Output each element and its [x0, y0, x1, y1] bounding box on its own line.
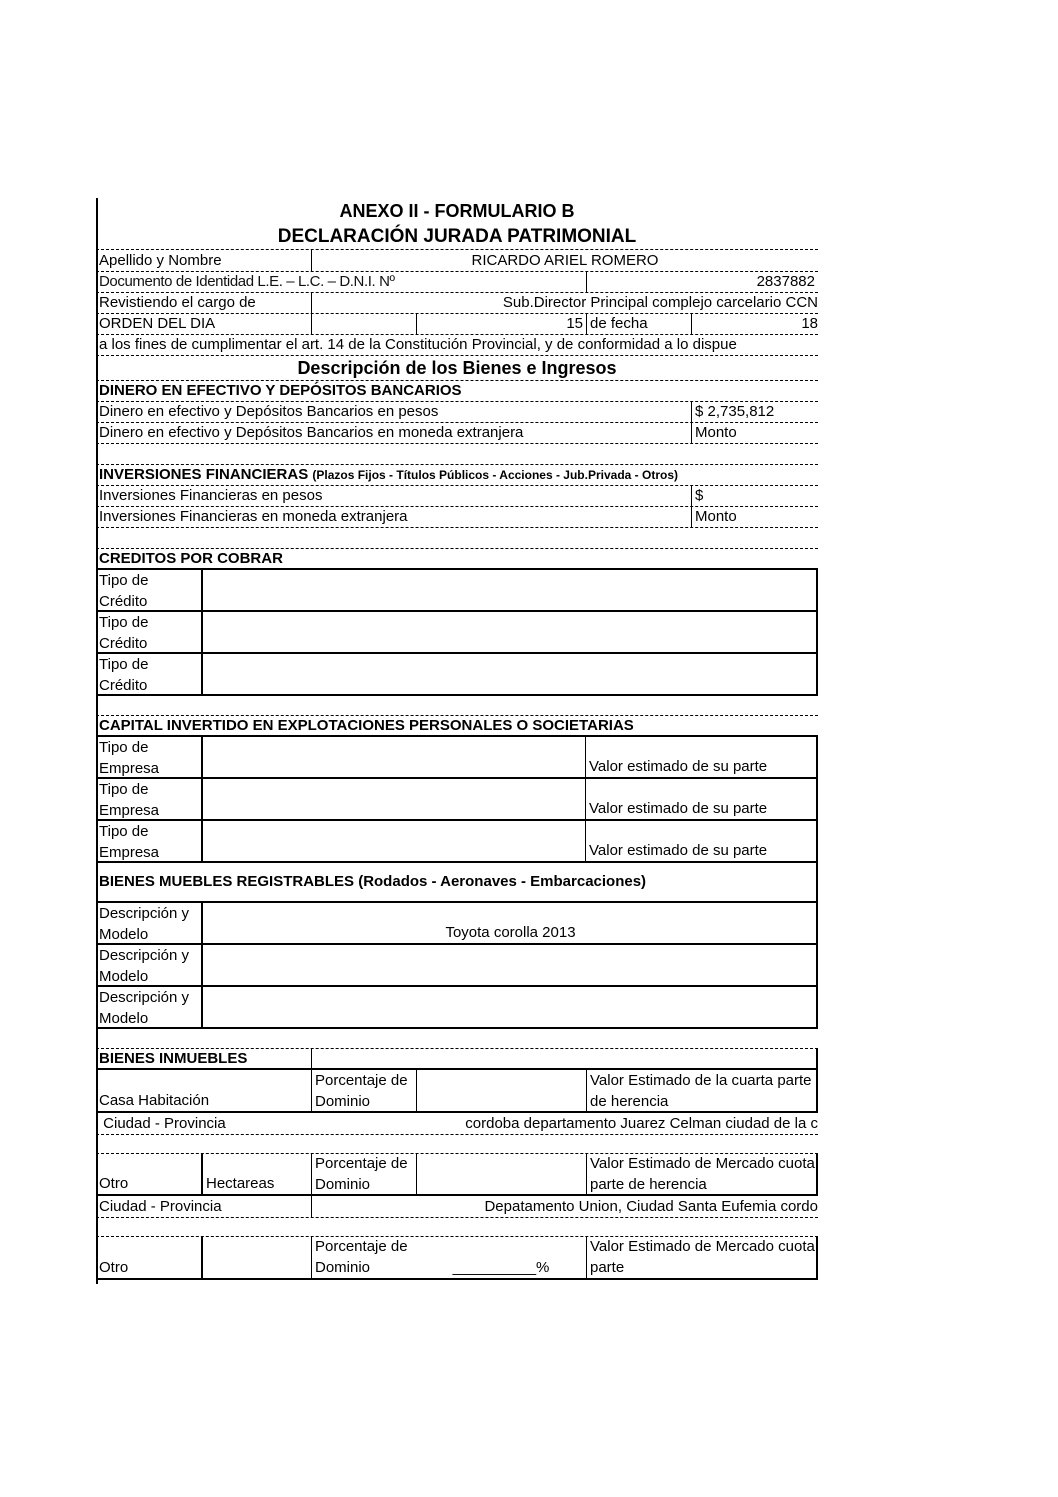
otro-hectareas-row [96, 1153, 818, 1196]
capital-row [96, 821, 818, 863]
empresa-value-label: Valor estimado de su parte [585, 737, 818, 777]
credito-row [96, 654, 818, 696]
empresa-type-label: Tipo de Empresa [99, 823, 160, 861]
bienes-title: Descripción de los Bienes e Ingresos [297, 358, 617, 378]
document-label: Documento de Identidad L.E. – L.C. – D.N.I. Nº [99, 273, 395, 290]
dinero-extranjera-label: Dinero en efectivo y Depósitos Bancarios en moneda extranjera [99, 424, 524, 441]
inversiones-extranjera-field[interactable]: Monto [691, 506, 818, 527]
dinero-pesos-row [96, 401, 818, 423]
ciudad-field[interactable]: Depatamento Union, Ciudad Santa Eufemia cordo [311, 1196, 818, 1217]
creditos-heading-row [96, 548, 818, 570]
capital-row [96, 779, 818, 821]
empresa-field[interactable] [201, 779, 585, 819]
mueble-field[interactable] [201, 987, 818, 1027]
otro-label: Otro [99, 1175, 129, 1192]
mueble-row [96, 987, 818, 1029]
inversiones-extranjera-label: Inversiones Financieras en moneda extranjera [99, 508, 408, 525]
fecha-field[interactable]: 18 [691, 313, 818, 334]
empresa-type-label: Tipo de Empresa [99, 781, 160, 819]
bienes-title-row [96, 355, 818, 381]
orden-row [96, 313, 818, 335]
inmuebles-heading: BIENES INMUEBLES [99, 1050, 248, 1067]
inversiones-heading-note: (Plazos Fijos - Títulos Públicos - Acciones - Jub.Privada - Otros) [312, 468, 678, 482]
mueble-field[interactable]: Toyota corolla 2013 [201, 903, 818, 943]
muebles-heading: BIENES MUEBLES REGISTRABLES (Rodados - Aeronaves - Embarcaciones) [99, 873, 647, 890]
empresa-type-label: Tipo de Empresa [99, 739, 160, 777]
credito-type-label: Tipo de Crédito [99, 572, 149, 610]
ciudad-label: Ciudad - Provincia [99, 1198, 222, 1215]
disclaimer-text: a los fines de cumplimentar el art. 14 de la Constitución Provincial, y de conformidad a lo dispue [99, 336, 737, 353]
otro-label: Otro [99, 1259, 129, 1276]
cargo-label: Revistiendo el cargo de [99, 294, 256, 311]
cargo-row [96, 292, 818, 314]
fecha-label: de fecha [586, 313, 691, 334]
credito-type-label: Tipo de Crédito [99, 656, 149, 694]
mueble-row [96, 903, 818, 945]
empresa-field[interactable] [201, 821, 585, 861]
orden-field[interactable]: 15 [416, 313, 586, 334]
otro-porcentaje-field[interactable] [416, 1153, 586, 1194]
ciudad-label: Ciudad - Provincia [99, 1115, 226, 1132]
name-label: Apellido y Nombre [99, 252, 222, 269]
form-title-row [96, 198, 818, 224]
dinero-extranjera-field[interactable]: Monto [691, 422, 818, 443]
ciudad-field[interactable]: cordoba departamento Juarez Celman ciudad de la c [465, 1115, 818, 1132]
form-subtitle-row [96, 224, 818, 250]
declaration-form [96, 198, 818, 1284]
mueble-description-label: Descripción y Modelo [99, 947, 190, 985]
form-title: ANEXO II - FORMULARIO B [339, 201, 575, 221]
ciudad-row [96, 1113, 818, 1135]
porcentaje-label: Porcentaje de Dominio [311, 1153, 416, 1194]
credito-field[interactable] [201, 570, 818, 610]
casa-label: Casa Habitación [99, 1092, 210, 1109]
credito-field[interactable] [201, 612, 818, 652]
orden-blank[interactable] [311, 313, 416, 334]
percent-field[interactable]: __________% [452, 1259, 550, 1276]
porcentaje-label: Porcentaje de Dominio [311, 1070, 416, 1111]
spacer-row [96, 527, 818, 549]
document-field[interactable]: 2837882 [586, 271, 818, 292]
hectareas-label: Hectareas [201, 1153, 311, 1194]
casa-row [96, 1070, 818, 1113]
spacer-row [96, 1217, 818, 1237]
capital-heading: CAPITAL INVERTIDO EN EXPLOTACIONES PERSONALES O SOCIETARIAS [99, 717, 634, 734]
dinero-extranjera-row [96, 422, 818, 444]
mueble-description-label: Descripción y Modelo [99, 989, 190, 1027]
inversiones-heading [96, 464, 818, 485]
form-subtitle: DECLARACIÓN JURADA PATRIMONIAL [277, 226, 637, 247]
dinero-heading-row [96, 380, 818, 402]
dinero-pesos-label: Dinero en efectivo y Depósitos Bancarios en pesos [99, 403, 439, 420]
valor-mercado-label: Valor Estimado de Mercado cuota parte [586, 1236, 818, 1278]
creditos-heading: CREDITOS POR COBRAR [99, 550, 283, 567]
cargo-field[interactable]: Sub.Director Principal complejo carcelario CCN [311, 292, 818, 313]
orden-label: ORDEN DEL DIA [99, 315, 216, 332]
credito-type-label: Tipo de Crédito [99, 614, 149, 652]
capital-row [96, 737, 818, 779]
inversiones-pesos-field[interactable]: $ [691, 485, 818, 506]
valor-mercado-herencia-label: Valor Estimado de Mercado cuota parte de herencia [586, 1153, 818, 1194]
credito-row [96, 570, 818, 612]
credito-row [96, 612, 818, 654]
inmuebles-blank [311, 1048, 818, 1068]
inmuebles-heading-row [96, 1048, 818, 1070]
dinero-heading: DINERO EN EFECTIVO Y DEPÓSITOS BANCARIOS [99, 382, 462, 399]
spacer-row [96, 696, 818, 716]
valor-cuarta-label: Valor Estimado de la cuarta parte de herencia [586, 1070, 818, 1111]
name-row [96, 250, 818, 272]
name-field[interactable]: RICARDO ARIEL ROMERO [311, 250, 818, 271]
mueble-row [96, 945, 818, 987]
inversiones-pesos-label: Inversiones Financieras en pesos [99, 487, 323, 504]
credito-field[interactable] [201, 654, 818, 694]
casa-porcentaje-field[interactable] [416, 1070, 586, 1111]
mueble-description-label: Descripción y Modelo [99, 905, 190, 943]
muebles-heading-row [96, 863, 818, 903]
ciudad-row [96, 1196, 818, 1218]
spacer-row [96, 1134, 818, 1154]
spacer-row [96, 1029, 818, 1049]
capital-heading-row [96, 715, 818, 737]
porcentaje-label: Porcentaje de Dominio [311, 1236, 416, 1278]
empresa-field[interactable] [201, 737, 585, 777]
document-row [96, 271, 818, 293]
otro-row [96, 1236, 818, 1280]
empresa-value-label: Valor estimado de su parte [585, 821, 818, 861]
inversiones-heading-text: INVERSIONES FINANCIERAS [99, 466, 309, 483]
mueble-field[interactable] [201, 945, 818, 985]
spacer-row [96, 443, 818, 465]
dinero-pesos-field[interactable]: $ 2,735,812 [691, 401, 818, 422]
inversiones-heading-row [96, 464, 818, 486]
otro-type-field[interactable] [201, 1236, 311, 1278]
empresa-value-label: Valor estimado de su parte [585, 779, 818, 819]
inversiones-pesos-row [96, 485, 818, 507]
disclaimer-row [96, 334, 818, 356]
inversiones-extranjera-row [96, 506, 818, 528]
